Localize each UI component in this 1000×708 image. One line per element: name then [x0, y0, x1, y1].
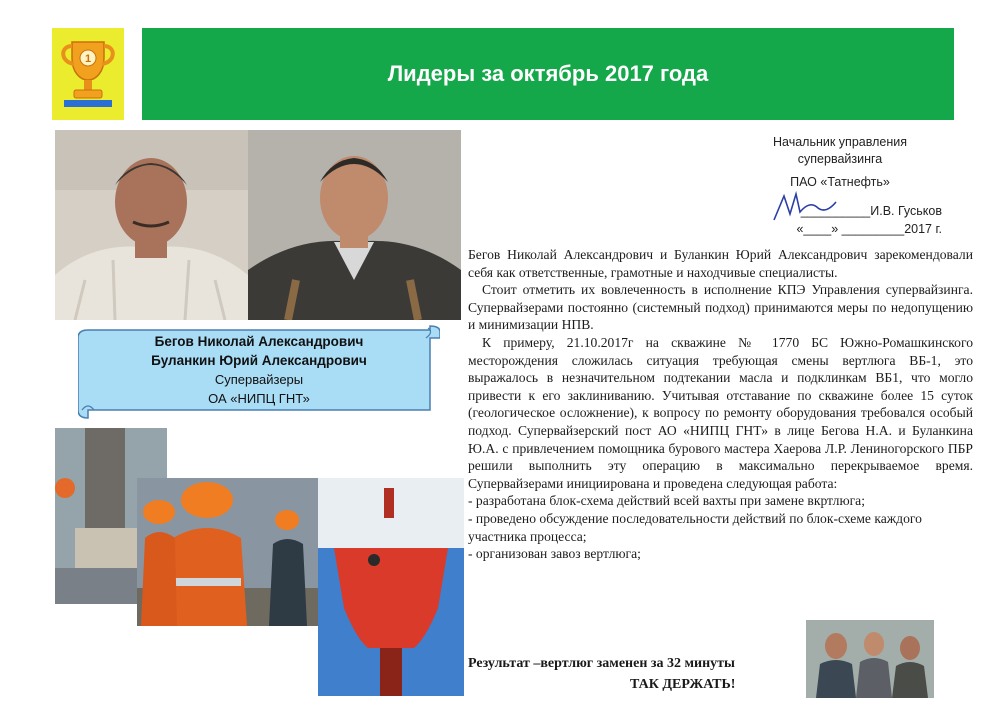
photo-team [806, 620, 934, 698]
role-label: Супервайзеры [214, 372, 304, 387]
paragraph-1: Бегов Николай Александрович и Буланкин Юрий Александрович зарекомендовали себя как ответственные, грамотные и находчивые специалисты. [468, 247, 973, 280]
name-bulankin: Буланкин Юрий Александрович [151, 353, 367, 368]
org-label: ОА «НИПЦ ГНТ» [208, 391, 310, 406]
result-line: Результат –вертлюг заменен за 32 минуты [468, 656, 735, 671]
approval-signer: __________И.В. Гуськов [800, 204, 942, 218]
header-band [142, 28, 954, 120]
slogan: ТАК ДЕРЖАТЬ! [630, 677, 736, 692]
body-text [468, 246, 973, 563]
list-item: - проведено обсуждение последовательности действий по блок-схеме каждого участника процесса; [468, 510, 922, 544]
list-item: - разработана блок-схема действий всей вахты при замене вкртлюга; [468, 493, 865, 509]
photo-swivel [318, 478, 464, 696]
portrait-begov [55, 130, 248, 320]
list-item: - организован завоз вертлюга; [468, 546, 641, 562]
approval-position: Начальник управления супервайзинга [773, 135, 907, 166]
trophy-badge [52, 28, 124, 120]
names-banner-text [98, 332, 420, 408]
photo-crew [137, 478, 322, 626]
name-begov: Бегов Николай Александрович [154, 334, 364, 349]
approval-company: ПАО «Татнефть» [790, 175, 890, 189]
signature-scribble [770, 190, 840, 226]
trophy-number: 1 [84, 53, 92, 65]
portrait-bulankin [248, 130, 461, 320]
page-title: Лидеры за октябрь 2017 года [387, 61, 709, 86]
trophy-icon [52, 28, 124, 120]
paragraph-3: К примеру, 21.10.2017г на скважине № 1770 БС Южно-Ромашкинского месторождения сложилась ситуация требующая смены вертлюга ВБ-1, это выражалось в незначительном подтекании масла и подклинкам ВБ1, что могло привести к его заклиниванию. Учитывая отставание по скважине более 15 суток (геологическое осложнение), к вопросу по ремонту оборудования требовался особый подход. Супервайзерский пост АО «НИПЦ ГНТ» в лице Бегова Н.А. и Буланкина Ю.А. с привлечением помощника бурового мастера Хаерова Л.Р. Лениногорского ПБР решили выполнить эту операцию в максимально перекрываемое время. Супервайзерами инициирована и проведена следующая работа: [468, 334, 973, 491]
paragraph-2: Стоит отметить их вовлеченность в исполнение КПЭ Управления супервайзинга. Супервайзерами постоянно (системный подход) принимаются меры по недопущению и минимизации НПВ. [468, 282, 973, 333]
approval-date: «____» _________2017 г. [796, 222, 942, 236]
